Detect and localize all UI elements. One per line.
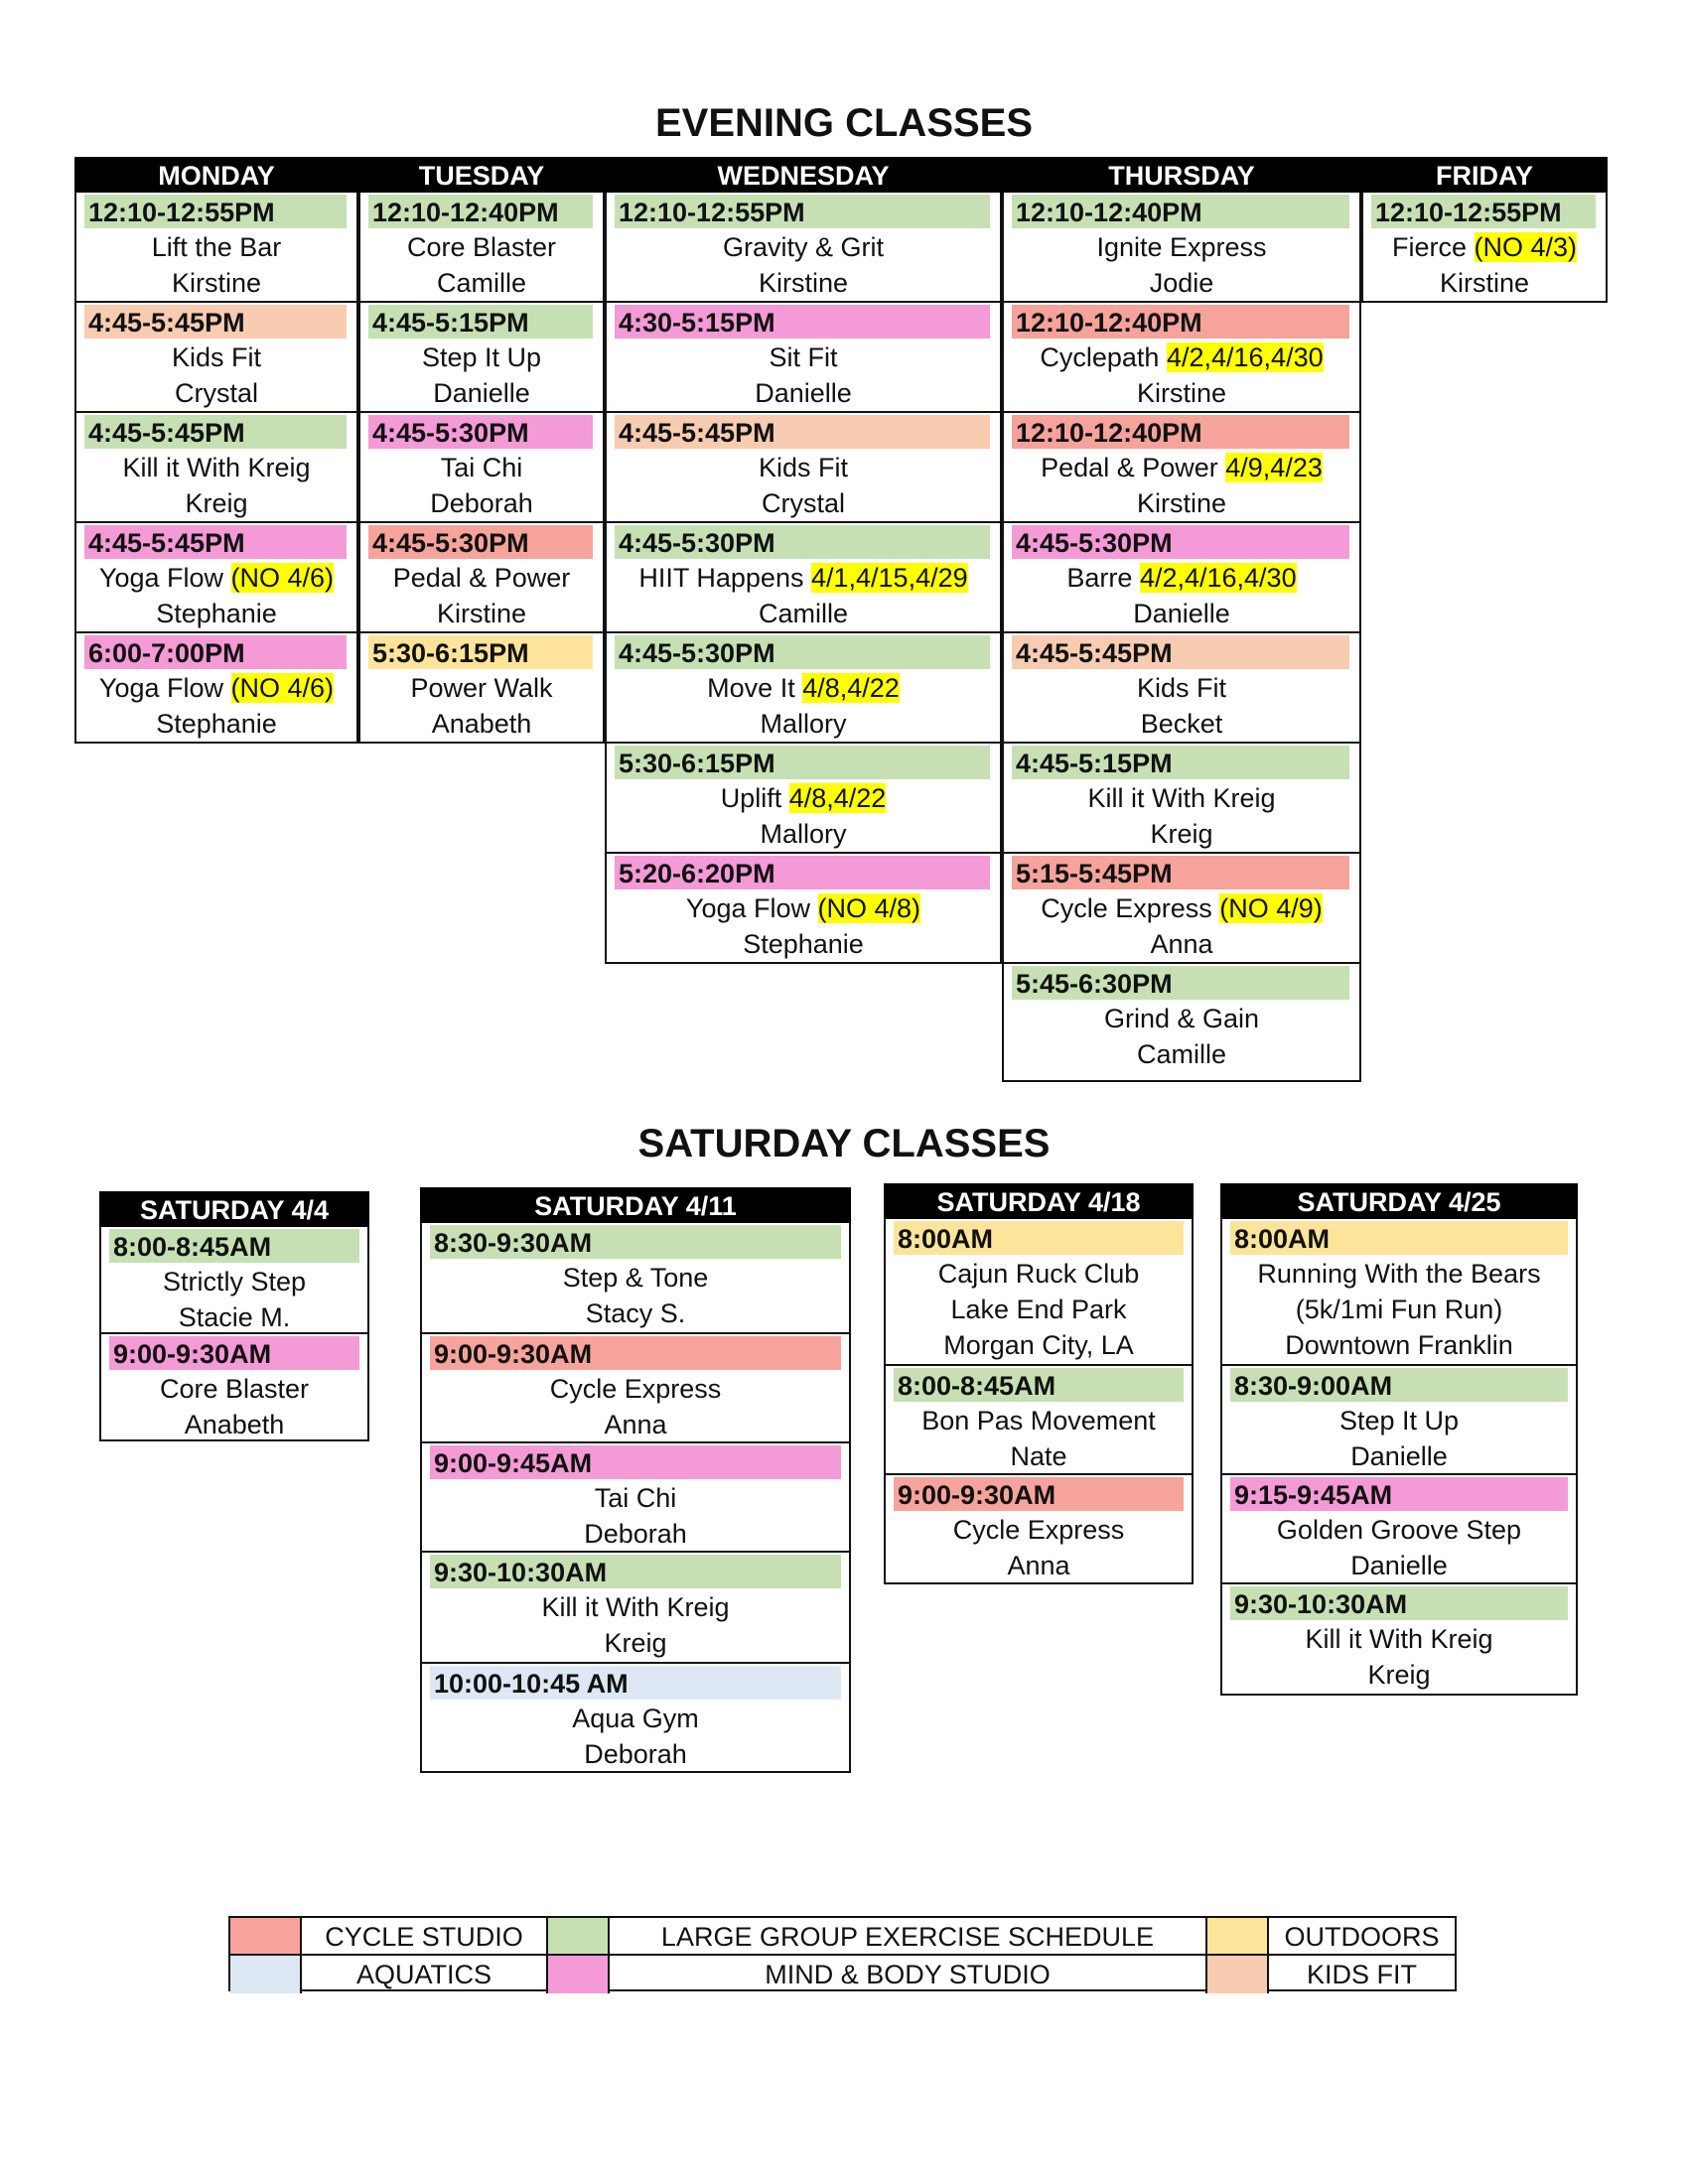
class-time: 8:00AM [1230,1221,1568,1255]
legend-label-aquatics: AQUATICS [302,1956,548,1993]
class-time: 4:45-5:30PM [368,415,593,449]
class-name: Pedal & Power [392,563,571,593]
class-date-note: (NO 4/6) [230,673,335,703]
class-time: 12:10-12:40PM [1012,195,1349,228]
class-instructor: Anabeth [431,709,532,739]
class-name: Grind & Gain [1103,1004,1260,1033]
class-name-line [76,229,356,263]
class-name: Ignite Express [1096,232,1267,262]
legend-label-kids-fit: KIDS FIT [1306,1960,1417,1989]
class-name-line [1004,890,1359,924]
class-name-line [76,450,356,483]
class-detail-line: Golden Groove Step [1276,1515,1522,1545]
class-time: 12:10-12:55PM [1371,195,1596,228]
class-cell [74,193,358,303]
class-detail-line: Anna [604,1410,667,1439]
class-instructor: Stephanie [156,709,277,739]
class-name: Core Blaster [406,232,557,262]
day-header: TUESDAY [358,157,605,193]
class-detail-line: Cycle Express [952,1515,1125,1545]
class-time: 12:10-12:55PM [615,195,990,228]
class-detail-line: Bon Pas Movement [921,1406,1156,1435]
class-name: Step It Up [421,342,542,372]
class-cell [1002,633,1361,744]
class-detail-line: Lake End Park [950,1295,1127,1324]
class-instructor: Danielle [755,378,852,408]
class-time: 4:30-5:15PM [615,305,990,339]
class-instructor: Crystal [174,378,258,408]
class-time: 8:00AM [894,1221,1184,1255]
class-time: 8:00-8:45AM [109,1229,359,1263]
class-cell [358,523,605,633]
class-name: Kids Fit [1136,673,1227,703]
class-detail-line: Step & Tone [562,1263,709,1293]
class-instructor: Becket [1140,709,1223,739]
class-detail-line: Downtown Franklin [1285,1330,1513,1360]
day-header: THURSDAY [1002,157,1361,193]
class-time: 12:10-12:55PM [84,195,347,228]
class-time: 5:30-6:15PM [615,746,990,779]
class-time: 4:45-5:45PM [1012,635,1349,669]
class-time: 9:00-9:30AM [894,1477,1184,1511]
class-name: Kill it With Kreig [1087,783,1276,813]
class-cell [74,523,358,633]
class-detail-line: Stacy S. [585,1298,686,1328]
class-cell [605,193,1002,303]
legend-swatch-aqua [230,1956,302,1993]
class-name: Move It [707,673,795,703]
class-time: 9:30-10:30AM [1230,1586,1568,1620]
class-name-line [607,780,1000,814]
class-name-line [76,340,356,373]
class-instructor: Deborah [430,488,533,518]
class-cell [74,303,358,413]
class-name: Fierce [1391,232,1467,262]
class-name-line [607,450,1000,483]
class-cell [358,413,605,523]
class-detail-line: Kill it With Kreig [541,1592,730,1622]
class-name-line [1004,560,1359,594]
class-cell [1361,193,1608,303]
class-name: Kill it With Kreig [122,453,311,482]
class-name-line [1004,450,1359,483]
class-time: 4:45-5:45PM [84,305,347,339]
class-time: 4:45-5:15PM [368,305,593,339]
saturday-classes-title: SATURDAY CLASSES [637,1122,1051,1165]
class-cell [605,303,1002,413]
class-cell [1002,523,1361,633]
class-date-note: 4/2,4/16,4/30 [1139,563,1297,593]
saturday-class-cell [99,1334,369,1441]
legend-swatch-mind [548,1956,610,1993]
class-instructor: Kirstine [1136,488,1227,518]
class-time: 10:00-10:45 AM [430,1666,841,1700]
legend-label-outdoors: OUTDOORS [1269,1918,1455,1956]
class-time: 9:00-9:45AM [430,1445,841,1479]
class-instructor: Kirstine [1136,378,1227,408]
class-instructor: Jodie [1149,268,1214,298]
class-name: Yoga Flow [98,563,224,593]
saturday-class-cell [884,1475,1194,1584]
class-cell [605,633,1002,744]
class-cell [1002,303,1361,413]
class-detail-line: Step It Up [1338,1406,1460,1435]
class-date-note: (NO 4/6) [230,563,335,593]
class-date-note: (NO 4/9) [1219,893,1323,923]
day-header: MONDAY [74,157,358,193]
day-header: WEDNESDAY [605,157,1002,193]
class-name-line [76,560,356,594]
class-cell [605,854,1002,964]
class-time: 4:45-5:30PM [368,525,593,559]
class-date-note: 4/8,4/22 [788,783,887,813]
saturday-class-cell [99,1227,369,1334]
saturday-class-cell [420,1664,851,1773]
class-name-line [360,229,603,263]
class-detail-line: Kill it With Kreig [1305,1624,1493,1654]
class-detail-line: (5k/1mi Fun Run) [1295,1295,1503,1324]
class-detail-line: Kreig [1367,1660,1431,1690]
class-name: Kids Fit [758,453,849,482]
class-detail-line: Kreig [604,1628,667,1658]
class-detail-line: Danielle [1350,1551,1448,1580]
class-name-line [1004,780,1359,814]
saturday-class-cell [884,1219,1194,1366]
saturday-header: SATURDAY 4/25 [1220,1183,1578,1219]
class-time: 4:45-5:45PM [84,525,347,559]
class-detail-line: Anna [1007,1551,1070,1580]
class-cell [74,413,358,523]
class-name-line [360,340,603,373]
saturday-class-cell [420,1334,851,1443]
class-instructor: Kreig [1150,819,1213,849]
class-name-line [76,670,356,704]
class-name-line [1004,340,1359,373]
class-name-line [1004,670,1359,704]
saturday-header: SATURDAY 4/18 [884,1183,1194,1219]
class-date-note: 4/9,4/23 [1225,453,1323,482]
class-name: HIIT Happens [638,563,804,593]
class-time: 8:30-9:00AM [1230,1368,1568,1402]
class-name: Barre [1066,563,1133,593]
class-name-line [607,340,1000,373]
class-time: 6:00-7:00PM [84,635,347,669]
class-name-line [1004,1001,1359,1034]
class-detail-line: Stacie M. [178,1302,291,1332]
class-cell [358,303,605,413]
saturday-class-cell [420,1553,851,1664]
class-time: 4:45-5:15PM [1012,746,1349,779]
class-instructor: Stephanie [743,929,864,959]
class-name-line [360,670,603,704]
class-cell [1002,964,1361,1082]
class-name-line [360,450,603,483]
class-cell [358,193,605,303]
saturday-class-cell [884,1366,1194,1475]
class-time: 4:45-5:45PM [615,415,990,449]
class-cell [1002,854,1361,964]
color-legend [228,1916,1457,1991]
class-cell [1002,193,1361,303]
class-time: 9:00-9:30AM [430,1336,841,1370]
saturday-header: SATURDAY 4/4 [99,1191,369,1227]
class-time: 5:20-6:20PM [615,856,990,889]
class-time: 5:30-6:15PM [368,635,593,669]
class-instructor: Danielle [433,378,530,408]
class-cell [1002,744,1361,854]
class-instructor: Stephanie [156,599,277,628]
saturday-class-cell [1220,1475,1578,1584]
class-cell [605,744,1002,854]
class-instructor: Mallory [760,709,847,739]
class-time: 8:00-8:45AM [894,1368,1184,1402]
class-instructor: Camille [1136,1039,1227,1069]
class-name-line [607,890,1000,924]
saturday-class-cell [1220,1584,1578,1696]
class-instructor: Camille [758,599,849,628]
class-time: 9:00-9:30AM [109,1336,359,1370]
class-time: 9:30-10:30AM [430,1555,841,1588]
day-header: FRIDAY [1361,157,1608,193]
class-time: 4:45-5:45PM [84,415,347,449]
class-detail-line: Tai Chi [594,1483,677,1513]
class-cell [1002,413,1361,523]
class-name-line [607,229,1000,263]
class-time: 4:45-5:30PM [615,525,990,559]
class-name: Power Walk [410,673,553,703]
class-name: Tai Chi [440,453,523,482]
evening-classes-title: EVENING CLASSES [654,101,1034,145]
saturday-class-cell [420,1443,851,1553]
class-time: 9:15-9:45AM [1230,1477,1568,1511]
class-name-line [607,670,1000,704]
class-time: 5:15-5:45PM [1012,856,1349,889]
class-date-note: 4/8,4/22 [802,673,900,703]
class-date-note: (NO 4/3) [1474,232,1578,262]
class-time: 12:10-12:40PM [1012,415,1349,449]
class-detail-line: Cycle Express [549,1374,722,1404]
class-instructor: Danielle [1133,599,1230,628]
class-date-note: 4/1,4/15,4/29 [810,563,968,593]
saturday-header: SATURDAY 4/11 [420,1187,851,1223]
class-cell [74,633,358,744]
class-instructor: Kirstine [1439,268,1530,298]
class-name: Kids Fit [171,342,262,372]
class-cell [605,523,1002,633]
class-cell [605,413,1002,523]
class-cell [358,633,605,744]
class-name: Cycle Express [1041,893,1212,923]
class-detail-line: Anabeth [184,1410,285,1439]
saturday-class-cell [420,1223,851,1334]
class-time: 12:10-12:40PM [1012,305,1349,339]
class-name: Yoga Flow [98,673,224,703]
legend-label-cycle: CYCLE STUDIO [302,1918,548,1956]
class-date-note: 4/2,4/16,4/30 [1166,342,1324,372]
class-detail-line: Running With the Bears [1257,1259,1541,1289]
class-time: 5:45-6:30PM [1012,966,1349,1000]
legend-swatch-large [548,1918,610,1956]
class-instructor: Crystal [761,488,845,518]
saturday-class-cell [1220,1366,1578,1475]
class-time: 8:30-9:30AM [430,1225,841,1259]
class-instructor: Kirstine [171,268,262,298]
class-name-line [1363,229,1606,263]
class-name-line [1004,229,1359,263]
saturday-class-cell [1220,1219,1578,1366]
class-detail-line: Danielle [1350,1441,1448,1471]
class-detail-line: Core Blaster [159,1374,310,1404]
class-time: 4:45-5:30PM [615,635,990,669]
class-name-line [360,560,603,594]
class-instructor: Kirstine [436,599,527,628]
legend-swatch-kids [1207,1956,1269,1993]
class-name: Lift the Bar [151,232,282,262]
class-name-line [607,560,1000,594]
class-detail-line: Cajun Ruck Club [937,1259,1140,1289]
class-name: Uplift [720,783,782,813]
class-detail-line: Aqua Gym [572,1704,699,1733]
legend-swatch-out [1207,1918,1269,1956]
class-name: Pedal & Power [1041,453,1218,482]
legend-label-large: LARGE GROUP EXERCISE SCHEDULE [610,1918,1207,1956]
legend-label-mind-body: MIND & BODY STUDIO [610,1956,1207,1993]
class-detail-line: Deborah [584,1519,687,1549]
class-instructor: Anna [1150,929,1213,959]
class-date-note: (NO 4/8) [817,893,921,923]
class-instructor: Kreig [185,488,248,518]
class-instructor: Mallory [760,819,847,849]
class-instructor: Kirstine [758,268,849,298]
class-time: 4:45-5:30PM [1012,525,1349,559]
class-name: Gravity & Grit [722,232,884,262]
legend-swatch-cycle [230,1918,302,1956]
class-time: 12:10-12:40PM [368,195,593,228]
class-detail-line: Strictly Step [162,1267,307,1297]
class-name: Yoga Flow [685,893,811,923]
class-name: Cyclepath [1040,342,1160,372]
class-detail-line: Morgan City, LA [943,1330,1134,1360]
class-instructor: Camille [436,268,527,298]
class-name: Sit Fit [769,342,838,372]
class-detail-line: Nate [1010,1441,1067,1471]
class-detail-line: Deborah [584,1739,687,1769]
